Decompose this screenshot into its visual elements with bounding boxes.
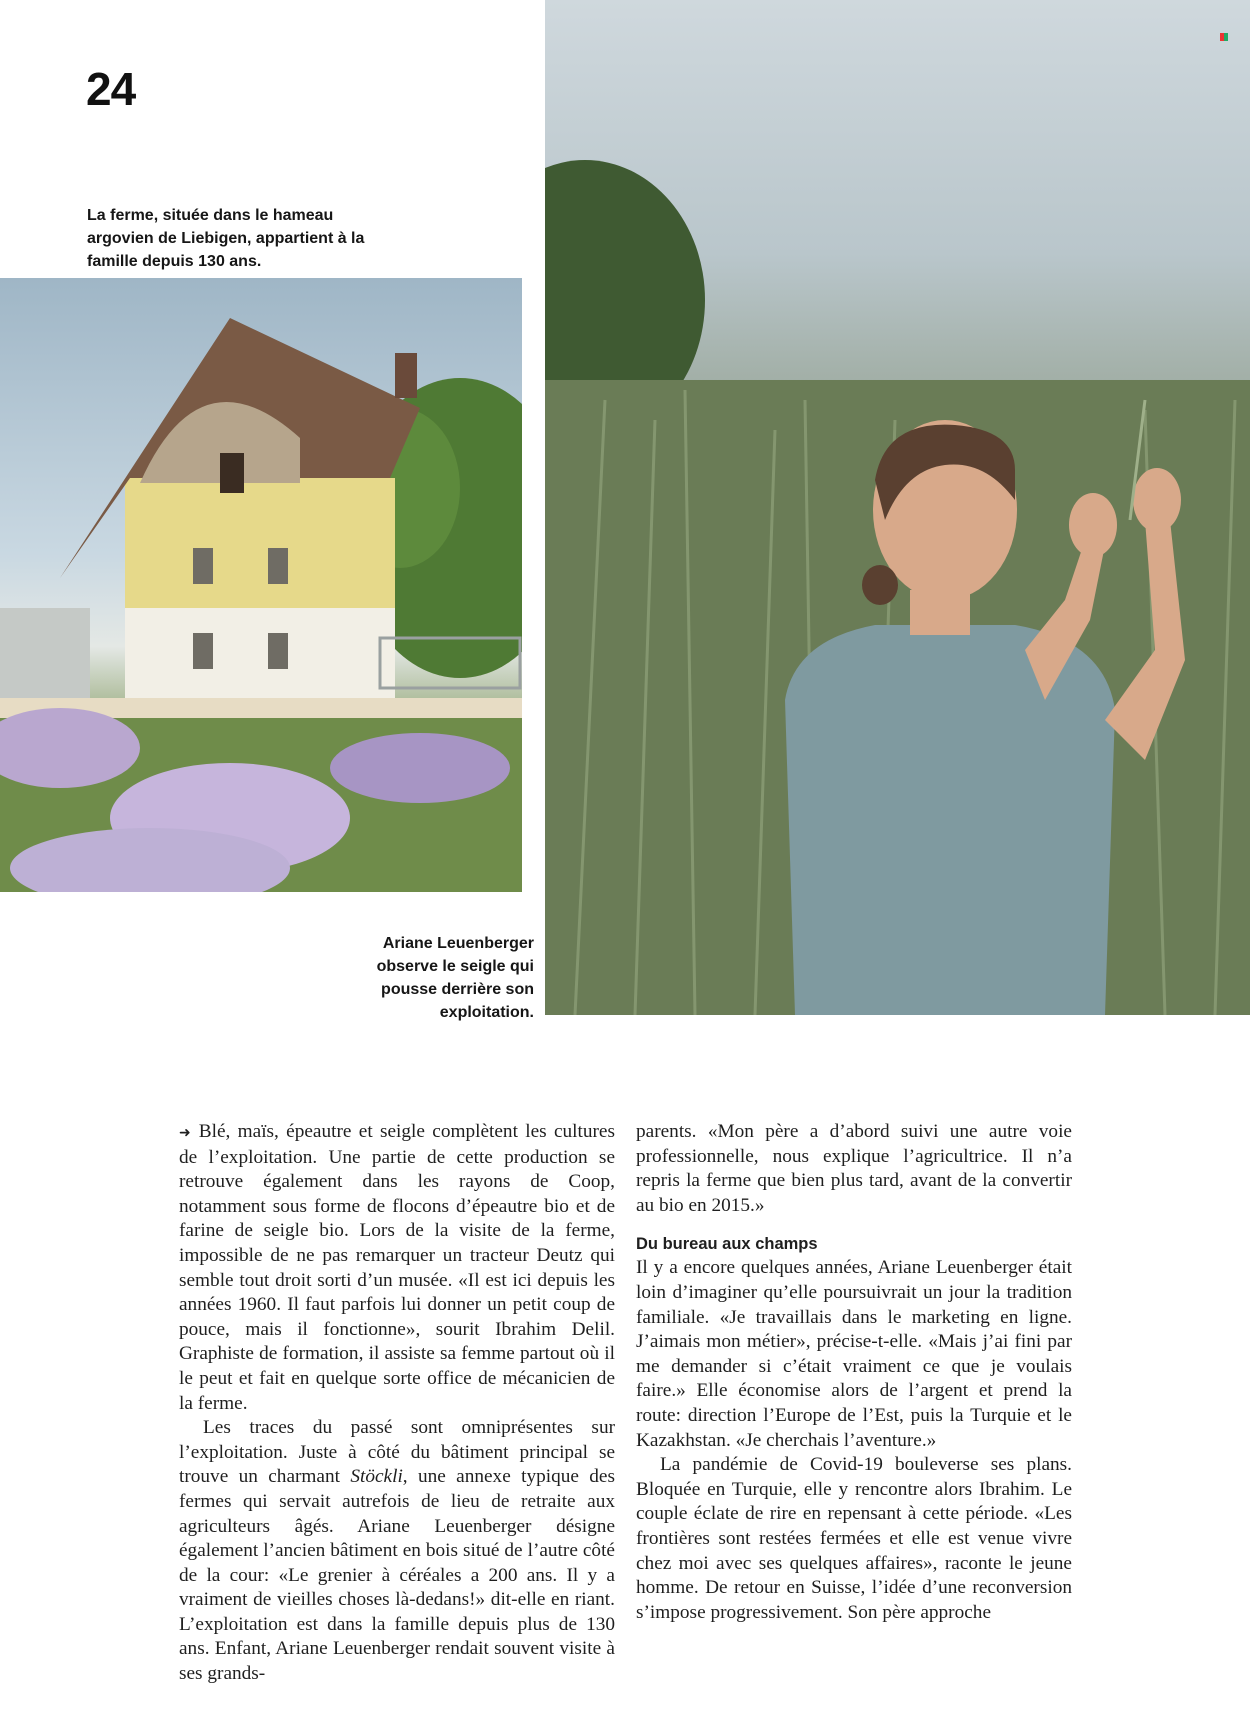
article-paragraph: La pandémie de Covid-19 bouleverse ses plans. Bloquée en Turquie, elle y rencontre alors Ibrahim. Le couple éclate de rire en repensant à cette période. «Les frontières sont restées fermées et elle est venue vivre chez moi avec ses quelques affaires», raconte le jeune homme. De retour en Suisse, l’idée d’une reconversion s’impose progressivement. Son père approche: [636, 1454, 1072, 1623]
arrow-right-icon: ➜: [179, 1125, 191, 1141]
page-number: 24: [86, 63, 136, 115]
farm-photo-caption: La ferme, située dans le hameau argovien de Liebigen, appartient à la famille depuis 130 ans.: [87, 207, 365, 270]
portrait-photo-caption: Ariane Leuenberger observe le seigle qui pousse derrière son exploitation.: [376, 935, 534, 1021]
article-paragraph: [179, 1120, 615, 1416]
portrait-photo: [545, 0, 1250, 1015]
farm-photo: [0, 278, 522, 892]
paragraph-text: Les traces du passé sont omniprésentes sur l’exploitation. Juste à côté du bâtiment principal se trouve un charmant: [179, 1417, 615, 1488]
article-paragraph: [179, 1416, 615, 1687]
article-column-right: [636, 1120, 1072, 1625]
section-subhead: Du bureau aux champs: [636, 1235, 818, 1254]
article-paragraph: Il y a encore quelques années, Ariane Leuenberger était loin d’imaginer qu’elle poursuivrait un jour la tradition familiale. «Je travaillais dans le marketing en ligne. J’aimais mon métier», précise-t-elle. «Mais j’ai fini par me demander si c’était vraiment ce que je voulais faire.» Elle économise alors de l’argent et prend la route: direction l’Europe de l’Est, puis la Turquie et le Kazakhstan. «Je cherchais l’aventure.»: [636, 1257, 1072, 1451]
article-column-left: [179, 1120, 615, 1687]
italic-term: Stöckli: [350, 1466, 403, 1488]
color-mark: [1220, 33, 1228, 41]
paragraph-text: Blé, maïs, épeautre et seigle complètent les cultures de l’exploitation. Une partie de cette production se retrouve également dans les rayons de Coop, notamment sous forme de flocons d’épeautre bio et de farine de seigle bio. Lors de la visite de la ferme, impossible de ne pas remarquer un tracteur Deutz qui semble tout droit sorti d’un musée. «Il est ici depuis les années 1960. Il faut parfois lui donner un petit coup de pouce, mais il fonctionne», sourit Ibrahim Delil. Graphiste de formation, il assiste sa femme partout où il le peut et fait en quelque sorte office de mécanicien de la ferme.: [179, 1121, 615, 1414]
paragraph-text: , une annexe typique des fermes qui servait autrefois de lieu de retraite aux agriculteurs âgés. Ariane Leuenberger désigne également l’ancien bâtiment en bois situé de l’autre côté de la cour: «Le grenier à céréales a 200 ans. Il y a vraiment de vieilles choses là-dedans!» dit-elle en riant. L’exploitation est dans la famille depuis plus de 130 ans. Enfant, Ariane Leuenberger rendait souvent visite à ses grands-: [179, 1466, 615, 1685]
article-paragraph: parents. «Mon père a d’abord suivi une autre voie professionnelle, nous explique l’agricultrice. Il n’a repris la ferme que bien plus tard, avant de la convertir au bio en 2015.»: [636, 1121, 1072, 1216]
